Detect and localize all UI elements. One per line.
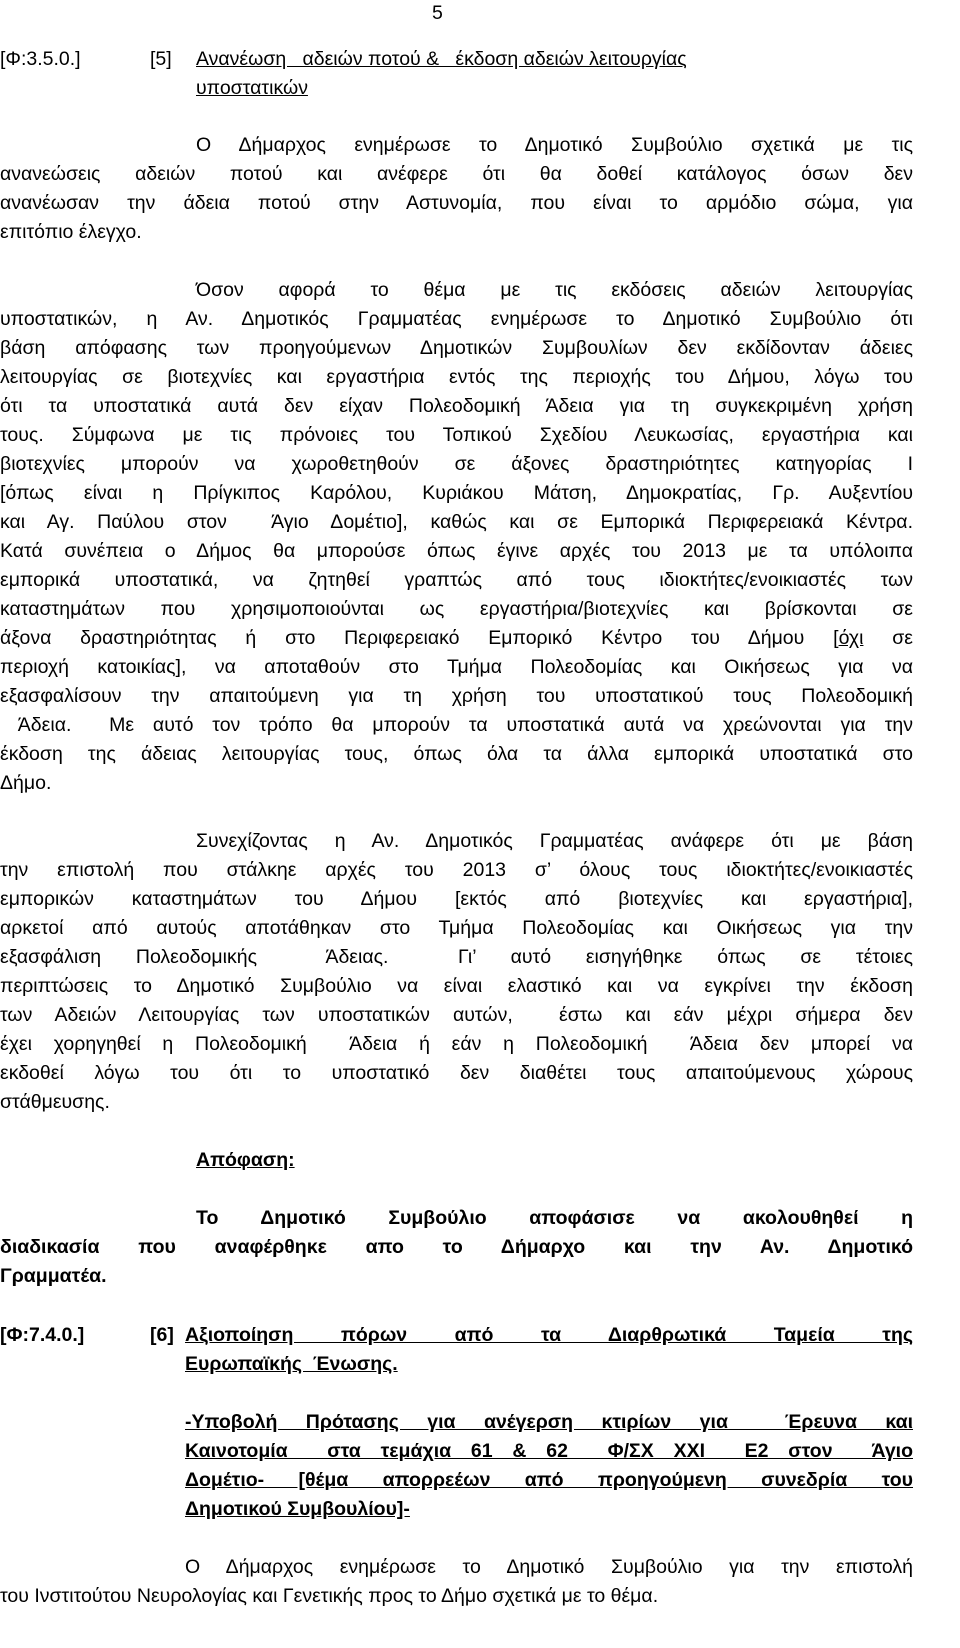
paragraph-line: Συνεχίζοντας η Αν. Δημοτικός Γραμματέας ανάφερε ότι με βάση: [196, 830, 913, 852]
paragraph-line: στάθμευσης.: [0, 1091, 110, 1113]
paragraph-line: βάση απόφασης των προηγούμενων Δημοτικών Συμβουλίων δεν εκδίδονταν άδειες: [0, 337, 913, 359]
paragraph-line: Δήμο.: [0, 772, 52, 794]
paragraph-line: βιοτεχνίες μπορούν να χωροθετηθούν σε άξονες δραστηριότητες κατηγορίας Ι: [0, 453, 913, 475]
paragraph-line: εξασφάλιση Πολεοδομικής Άδειας. Γι’ αυτό εισηγήθηκε όπως σε τέτοιες: [0, 946, 913, 968]
subtitle-line: Δημοτικού Συμβουλίου]-: [185, 1498, 410, 1520]
section-title-cont: υποστατικών: [196, 77, 308, 99]
paragraph-line: Ο Δήμαρχος ενημέρωσε το Δημοτικό Συμβούλιο σχετικά με τις: [196, 134, 913, 156]
section-number: [6]: [150, 1324, 174, 1346]
paragraph-line: λειτουργίας σε βιοτεχνίες και εργαστήρια εντός της περιοχής του Δήμου, λόγω του: [0, 366, 913, 388]
paragraph-line: περιπτώσεις το Δημοτικό Συμβούλιο να είναι ελαστικό και να εγκρίνει την έκδοση: [0, 975, 913, 997]
paragraph-line: την επιστολή που στάλκηε αρχές του 2013 σ’ όλους τους ιδιοκτήτες/ενοικιαστές: [0, 859, 913, 881]
paragraph-line: και Αγ. Παύλου στον Άγιο Δομέτιο], καθώς και σε Εμπορικά Περιφερειακά Κέντρα.: [0, 511, 913, 533]
subtitle-line: Δομέτιο- [θέμα απορρεέων από προηγούμενη συνεδρία του: [185, 1469, 913, 1491]
paragraph-line: του Ινστιτούτου Νευρολογίας και Γενετικής προς το Δήμο σχετικά με το θέμα.: [0, 1585, 659, 1607]
paragraph-line: Ο Δήμαρχος ενημέρωσε το Δημοτικό Συμβούλιο για την επιστολή: [185, 1556, 913, 1578]
paragraph-line: [όπως είναι η Πρίγκιπος Καρόλου, Κυριάκου Μάτση, Δημοκρατίας, Γρ. Αυξεντίου: [0, 482, 913, 504]
decision-line: Γραμματέα.: [0, 1265, 107, 1287]
paragraph-line: εμπορικών καταστημάτων του Δήμου [εκτός από βιοτεχνίες και εργαστήρια],: [0, 888, 913, 910]
paragraph-line: καταστημάτων που χρησιμοποιούνται ως εργαστήρια/βιοτεχνίες και βρίσκονται σε: [0, 598, 913, 620]
paragraph-line: αρκετοί από αυτούς αποτάθηκαν στο Τμήμα Πολεοδομίας και Οικήσεως για την: [0, 917, 913, 939]
paragraph-line: επιτόπιο έλεγχο.: [0, 221, 142, 243]
paragraph-line: Όσον αφορά το θέμα με τις εκδόσεις αδειών λειτουργίας: [196, 279, 913, 301]
decision-line: Το Δημοτικό Συμβούλιο αποφάσισε να ακολουθηθεί η: [196, 1207, 913, 1229]
decision-line: διαδικασία που αναφέρθηκε απο το Δήμαρχο και την Αν. Δημοτικό: [0, 1236, 913, 1258]
section-ref: [Φ:7.4.0.]: [0, 1324, 85, 1346]
paragraph-line: των Αδειών Λειτουργίας των υποστατικών αυτών, έστω και εάν μέχρι σήμερα δεν: [0, 1004, 913, 1026]
paragraph-line: εκδοθεί λόγω του ότι το υποστατικό δεν διαθέτει τους απαιτούμενους χώρους: [0, 1062, 913, 1084]
paragraph-line: ότι τα υποστατικά αυτά δεν είχαν Πολεοδομική Άδεια για τη συγκεκριμένη χρήση: [0, 395, 913, 417]
paragraph-line: ανανέωσαν την άδεια ποτού στην Αστυνομία, που είναι το αρμόδιο σώμα, για: [0, 192, 913, 214]
decision-heading: Απόφαση:: [196, 1149, 295, 1171]
section-ref: [Φ:3.5.0.]: [0, 48, 81, 70]
subtitle-line: Καινοτομία στα τεμάχια 61 & 62 Φ/ΣΧ ΧΧΙ Ε2 στον Άγιο: [185, 1440, 913, 1462]
paragraph-line: περιοχή κατοικίας], να αποταθούν στο Τμήμα Πολεοδομίας και Οικήσεως για να: [0, 656, 913, 678]
paragraph-line: τους. Σύμφωνα με τις πρόνοιες του Τοπικού Σχεδίου Λευκωσίας, εργαστήρια και: [0, 424, 913, 446]
subtitle-line: -Υποβολή Πρότασης για ανέγερση κτιρίων για Έρευνα και: [185, 1411, 913, 1433]
paragraph-line: εξασφαλίσουν την απαιτούμενη για τη χρήση του υποστατικού τους Πολεοδομική: [0, 685, 913, 707]
section-title-cont: Ευρωπαϊκής Ένωσης.: [185, 1353, 398, 1375]
paragraph-line: έκδοση της άδειας λειτουργίας τους, όπως όλα τα άλλα εμπορικά υποστατικά στο: [0, 743, 913, 765]
paragraph-line: Άδεια. Με αυτό τον τρόπο θα μπορούν τα υποστατικά αυτά να χρεώνονται για την: [0, 714, 913, 736]
section-title: Ανανέωση αδειών ποτού & έκδοση αδειών λειτουργίας: [196, 48, 687, 70]
paragraph-line: εμπορικά υποστατικά, να ζητηθεί γραπτώς από τους ιδιοκτήτες/ενοικιαστές των: [0, 569, 913, 591]
paragraph-line-axon: άξονα δραστηριότητας ή στο Περιφερειακό Εμπορικό Κέντρο του Δήμου [όχι σε: [0, 627, 913, 649]
paragraph-line: Κατά συνέπεια ο Δήμος θα μπορούσε όπως έγινε αρχές του 2013 με τα υπόλοιπα: [0, 540, 913, 562]
paragraph-line: υποστατικών, η Αν. Δημοτικός Γραμματέας ενημέρωσε το Δημοτικό Συμβούλιο ότι: [0, 308, 913, 330]
paragraph-line: ανανεώσεις αδειών ποτού και ανέφερε ότι θα δοθεί κατάλογος όσων δεν: [0, 163, 913, 185]
section-title: Αξιοποίηση πόρων από τα Διαρθρωτικά Ταμεία της: [185, 1324, 913, 1346]
page-number: 5: [432, 2, 443, 24]
paragraph-line: έχει χορηγηθεί η Πολεοδομική Άδεια ή εάν η Πολεοδομική Άδεια δεν μπορεί να: [0, 1033, 913, 1055]
section-number: [5]: [150, 48, 172, 70]
underlined-word: όχι: [838, 627, 864, 649]
